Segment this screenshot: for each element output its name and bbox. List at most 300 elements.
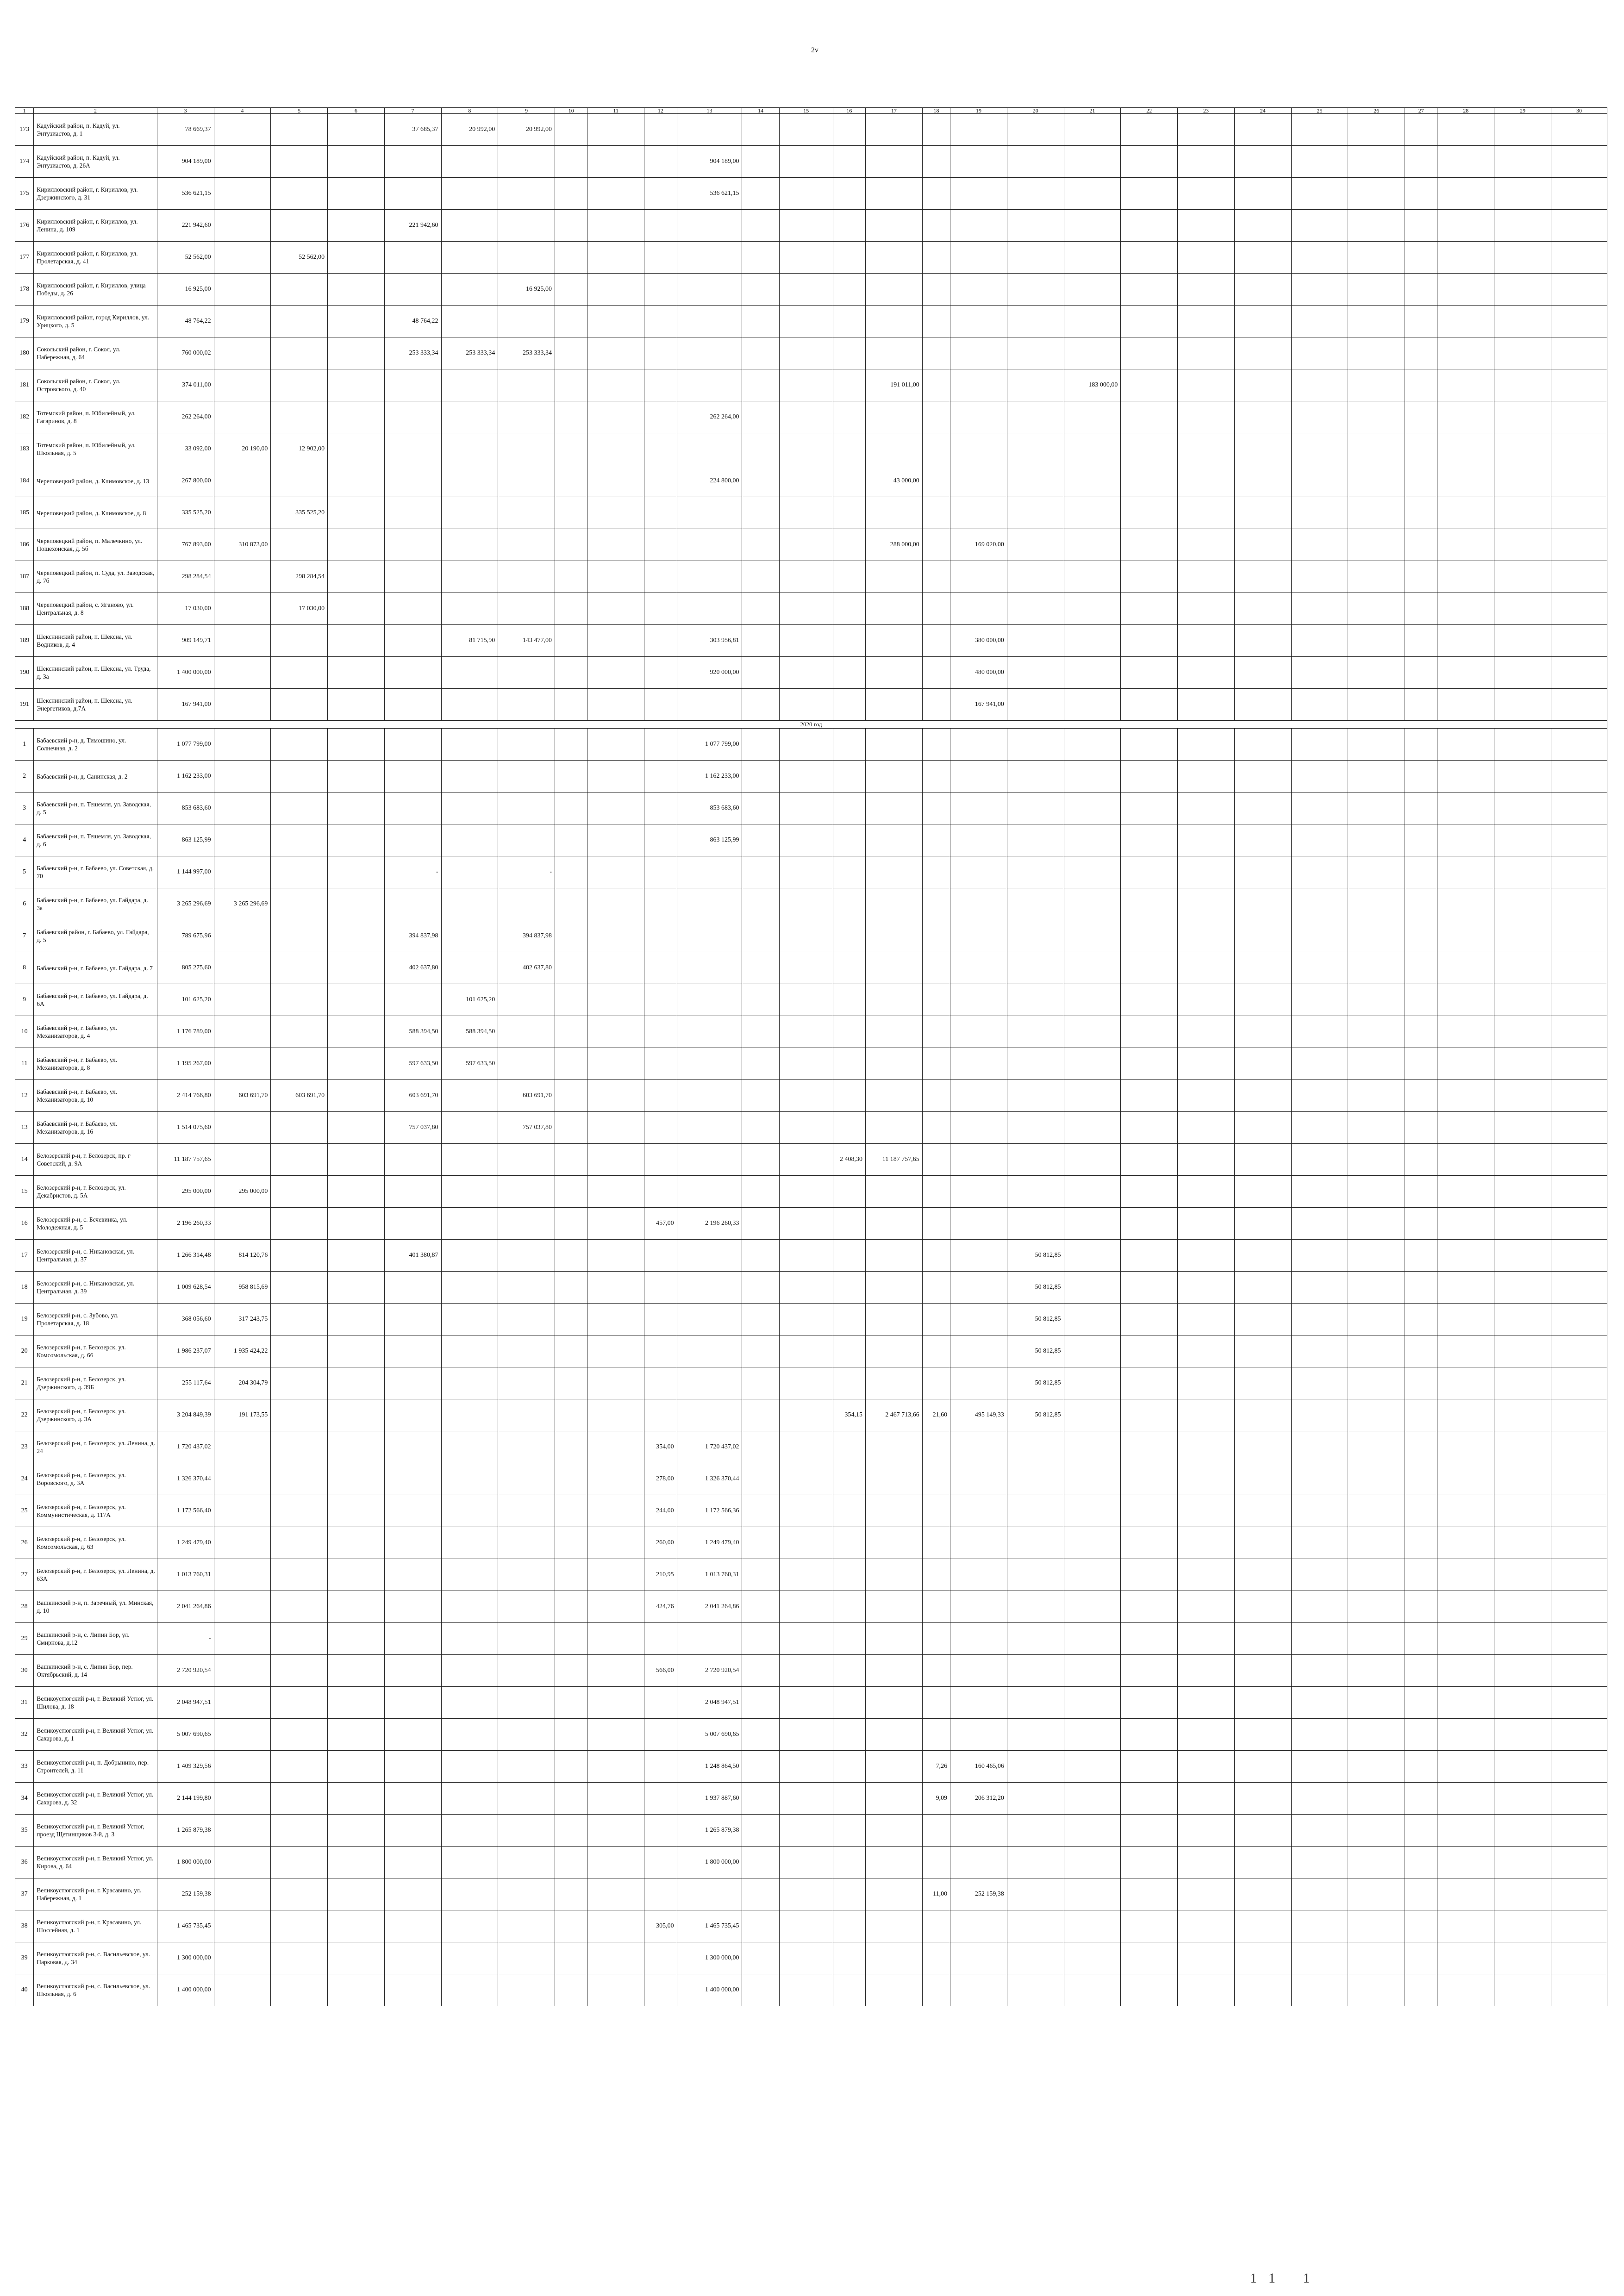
- row-number: 178: [15, 274, 34, 306]
- value-cell-col-19: [950, 1144, 1007, 1176]
- value-cell-col-24: [1234, 1623, 1291, 1655]
- value-cell-col-20: [1007, 1942, 1064, 1974]
- value-cell-col-20: [1007, 1559, 1064, 1591]
- address-cell: Бабаевский р-н, д. Санинская, д. 2: [34, 761, 157, 792]
- value-cell-col-6: [328, 529, 385, 561]
- value-cell-col-23: [1178, 1878, 1235, 1910]
- value-cell-col-6: [328, 1527, 385, 1559]
- value-cell-col-4: [214, 1495, 271, 1527]
- value-cell-col-15: [779, 497, 833, 529]
- value-cell-col-30: [1551, 952, 1607, 984]
- value-cell-col-9: [498, 433, 555, 465]
- value-cell-col-16: [833, 306, 865, 337]
- value-cell-col-3: 255 117,64: [157, 1367, 214, 1399]
- value-cell-col-17: [866, 274, 923, 306]
- value-cell-col-7: [384, 1783, 441, 1815]
- table-row: [15, 1080, 1607, 1112]
- value-cell-col-28: [1437, 1240, 1494, 1272]
- value-cell-col-4: 1 935 424,22: [214, 1335, 271, 1367]
- value-cell-col-6: [328, 1016, 385, 1048]
- value-cell-col-15: [779, 1815, 833, 1847]
- value-cell-col-3: -: [157, 1623, 214, 1655]
- value-cell-col-6: [328, 729, 385, 761]
- value-cell-col-15: [779, 1687, 833, 1719]
- value-cell-col-16: [833, 1974, 865, 2006]
- value-cell-col-23: [1178, 824, 1235, 856]
- value-cell-col-6: [328, 1559, 385, 1591]
- value-cell-col-25: [1291, 1559, 1348, 1591]
- value-cell-col-5: [271, 1719, 328, 1751]
- table-row: [15, 1240, 1607, 1272]
- value-cell-col-4: [214, 306, 271, 337]
- value-cell-col-13: 904 189,00: [677, 146, 742, 178]
- value-cell-col-3: 1 077 799,00: [157, 729, 214, 761]
- value-cell-col-10: [555, 1240, 587, 1272]
- value-cell-col-13: [677, 369, 742, 401]
- value-cell-col-24: [1234, 401, 1291, 433]
- value-cell-col-10: [555, 1974, 587, 2006]
- value-cell-col-8: [441, 729, 498, 761]
- value-cell-col-18: [922, 369, 950, 401]
- value-cell-col-15: [779, 369, 833, 401]
- value-cell-col-21: [1064, 1367, 1121, 1399]
- value-cell-col-4: [214, 1655, 271, 1687]
- value-cell-col-9: [498, 729, 555, 761]
- row-number: 19: [15, 1304, 34, 1335]
- value-cell-col-7: [384, 401, 441, 433]
- value-cell-col-21: [1064, 210, 1121, 242]
- value-cell-col-18: [922, 1719, 950, 1751]
- value-cell-col-16: [833, 1208, 865, 1240]
- value-cell-col-3: 1 300 000,00: [157, 1942, 214, 1974]
- value-cell-col-5: [271, 1016, 328, 1048]
- value-cell-col-5: [271, 1559, 328, 1591]
- value-cell-col-18: [922, 529, 950, 561]
- value-cell-col-10: [555, 1623, 587, 1655]
- value-cell-col-16: [833, 146, 865, 178]
- value-cell-col-25: [1291, 1719, 1348, 1751]
- address-cell: Череповецкий район, д. Климовское, д. 13: [34, 465, 157, 497]
- value-cell-col-3: 1 172 566,40: [157, 1495, 214, 1527]
- value-cell-col-17: [866, 761, 923, 792]
- value-cell-col-8: 588 394,50: [441, 1016, 498, 1048]
- value-cell-col-26: [1348, 401, 1405, 433]
- value-cell-col-12: [644, 1847, 677, 1878]
- value-cell-col-4: [214, 1112, 271, 1144]
- value-cell-col-28: [1437, 529, 1494, 561]
- value-cell-col-5: [271, 1591, 328, 1623]
- value-cell-col-8: [441, 792, 498, 824]
- value-cell-col-8: [441, 274, 498, 306]
- value-cell-col-26: [1348, 1719, 1405, 1751]
- value-cell-col-29: [1494, 952, 1551, 984]
- value-cell-col-13: 1 077 799,00: [677, 729, 742, 761]
- value-cell-col-9: 20 992,00: [498, 114, 555, 146]
- value-cell-col-18: [922, 1176, 950, 1208]
- value-cell-col-11: [587, 1463, 644, 1495]
- value-cell-col-19: 495 149,33: [950, 1399, 1007, 1431]
- value-cell-col-20: [1007, 792, 1064, 824]
- value-cell-col-25: [1291, 1208, 1348, 1240]
- value-cell-col-6: [328, 952, 385, 984]
- table-row: [15, 856, 1607, 888]
- value-cell-col-19: [950, 1080, 1007, 1112]
- table-row: [15, 210, 1607, 242]
- value-cell-col-5: [271, 792, 328, 824]
- value-cell-col-12: [644, 1783, 677, 1815]
- value-cell-col-23: [1178, 1272, 1235, 1304]
- value-cell-col-4: [214, 856, 271, 888]
- value-cell-col-17: [866, 242, 923, 274]
- value-cell-col-15: [779, 210, 833, 242]
- value-cell-col-5: [271, 114, 328, 146]
- value-cell-col-4: [214, 593, 271, 625]
- value-cell-col-28: [1437, 984, 1494, 1016]
- value-cell-col-23: [1178, 1559, 1235, 1591]
- value-cell-col-16: [833, 792, 865, 824]
- value-cell-col-19: [950, 792, 1007, 824]
- value-cell-col-22: [1121, 1910, 1178, 1942]
- column-header-1: 1: [15, 108, 34, 114]
- value-cell-col-11: [587, 1751, 644, 1783]
- value-cell-col-14: [742, 497, 779, 529]
- value-cell-col-26: [1348, 1591, 1405, 1623]
- table-row: [15, 1016, 1607, 1048]
- address-cell: Череповецкий район, п. Суда, ул. Заводская, д. 7б: [34, 561, 157, 593]
- value-cell-col-26: [1348, 146, 1405, 178]
- value-cell-col-21: [1064, 1974, 1121, 2006]
- value-cell-col-9: [498, 593, 555, 625]
- value-cell-col-9: 402 637,80: [498, 952, 555, 984]
- value-cell-col-9: 757 037,80: [498, 1112, 555, 1144]
- row-number: 6: [15, 888, 34, 920]
- value-cell-col-15: [779, 1783, 833, 1815]
- value-cell-col-4: [214, 761, 271, 792]
- value-cell-col-19: [950, 1974, 1007, 2006]
- value-cell-col-22: [1121, 1080, 1178, 1112]
- value-cell-col-17: [866, 306, 923, 337]
- value-cell-col-27: [1405, 146, 1437, 178]
- value-cell-col-29: [1494, 1080, 1551, 1112]
- value-cell-col-9: [498, 824, 555, 856]
- value-cell-col-13: 920 000,00: [677, 657, 742, 689]
- value-cell-col-13: 1 300 000,00: [677, 1942, 742, 1974]
- value-cell-col-7: [384, 729, 441, 761]
- value-cell-col-29: [1494, 593, 1551, 625]
- value-cell-col-16: [833, 1272, 865, 1304]
- value-cell-col-7: 48 764,22: [384, 306, 441, 337]
- value-cell-col-12: [644, 761, 677, 792]
- value-cell-col-16: [833, 888, 865, 920]
- value-cell-col-20: [1007, 1463, 1064, 1495]
- value-cell-col-12: [644, 657, 677, 689]
- value-cell-col-30: [1551, 1144, 1607, 1176]
- value-cell-col-18: [922, 593, 950, 625]
- value-cell-col-13: [677, 593, 742, 625]
- row-number: 35: [15, 1815, 34, 1847]
- value-cell-col-28: [1437, 433, 1494, 465]
- column-header-3: 3: [157, 108, 214, 114]
- value-cell-col-23: [1178, 792, 1235, 824]
- value-cell-col-30: [1551, 1016, 1607, 1048]
- address-cell: Бабаевский р-н, г. Бабаево, ул. Механизаторов, д. 16: [34, 1112, 157, 1144]
- value-cell-col-24: [1234, 369, 1291, 401]
- value-cell-col-21: [1064, 920, 1121, 952]
- repair-schedule-table-wrapper: [15, 107, 1607, 2006]
- value-cell-col-10: [555, 761, 587, 792]
- value-cell-col-4: [214, 497, 271, 529]
- value-cell-col-16: [833, 657, 865, 689]
- value-cell-col-4: [214, 114, 271, 146]
- value-cell-col-28: [1437, 1687, 1494, 1719]
- value-cell-col-22: [1121, 1304, 1178, 1335]
- value-cell-col-22: [1121, 1942, 1178, 1974]
- value-cell-col-19: [950, 1367, 1007, 1399]
- value-cell-col-12: [644, 369, 677, 401]
- value-cell-col-25: [1291, 337, 1348, 369]
- value-cell-col-23: [1178, 1208, 1235, 1240]
- value-cell-col-16: [833, 984, 865, 1016]
- value-cell-col-29: [1494, 1878, 1551, 1910]
- column-header-14: 14: [742, 108, 779, 114]
- row-number: 11: [15, 1048, 34, 1080]
- value-cell-col-25: [1291, 1751, 1348, 1783]
- value-cell-col-8: [441, 657, 498, 689]
- value-cell-col-10: [555, 497, 587, 529]
- value-cell-col-25: [1291, 952, 1348, 984]
- value-cell-col-18: [922, 114, 950, 146]
- value-cell-col-29: [1494, 1495, 1551, 1527]
- value-cell-col-25: [1291, 1080, 1348, 1112]
- address-cell: Череповецкий район, с. Яганово, ул. Центральная, д. 8: [34, 593, 157, 625]
- value-cell-col-15: [779, 1910, 833, 1942]
- value-cell-col-28: [1437, 761, 1494, 792]
- value-cell-col-22: [1121, 888, 1178, 920]
- value-cell-col-21: [1064, 1527, 1121, 1559]
- value-cell-col-22: [1121, 1815, 1178, 1847]
- value-cell-col-12: [644, 792, 677, 824]
- value-cell-col-15: [779, 1080, 833, 1112]
- value-cell-col-13: 1 800 000,00: [677, 1847, 742, 1878]
- value-cell-col-14: [742, 1687, 779, 1719]
- value-cell-col-23: [1178, 1687, 1235, 1719]
- value-cell-col-6: [328, 1144, 385, 1176]
- value-cell-col-7: [384, 529, 441, 561]
- value-cell-col-27: [1405, 1847, 1437, 1878]
- value-cell-col-13: 1 465 735,45: [677, 1910, 742, 1942]
- row-number: 13: [15, 1112, 34, 1144]
- value-cell-col-12: [644, 729, 677, 761]
- value-cell-col-19: [950, 1272, 1007, 1304]
- value-cell-col-8: [441, 1687, 498, 1719]
- value-cell-col-11: [587, 1719, 644, 1751]
- value-cell-col-17: [866, 1719, 923, 1751]
- value-cell-col-14: [742, 306, 779, 337]
- value-cell-col-18: 9,09: [922, 1783, 950, 1815]
- value-cell-col-19: [950, 984, 1007, 1016]
- value-cell-col-11: [587, 1527, 644, 1559]
- value-cell-col-27: [1405, 337, 1437, 369]
- value-cell-col-18: [922, 625, 950, 657]
- value-cell-col-24: [1234, 1048, 1291, 1080]
- value-cell-col-4: [214, 824, 271, 856]
- value-cell-col-4: [214, 625, 271, 657]
- address-cell: Вашкинский р-н, п. Заречный, ул. Минская, д. 10: [34, 1591, 157, 1623]
- value-cell-col-11: [587, 497, 644, 529]
- value-cell-col-12: 354,00: [644, 1431, 677, 1463]
- value-cell-col-11: [587, 1431, 644, 1463]
- value-cell-col-19: [950, 1623, 1007, 1655]
- value-cell-col-24: [1234, 1719, 1291, 1751]
- value-cell-col-28: [1437, 888, 1494, 920]
- table-row: [15, 1751, 1607, 1783]
- value-cell-col-19: [950, 1240, 1007, 1272]
- table-row: [15, 178, 1607, 210]
- value-cell-col-19: [950, 1112, 1007, 1144]
- value-cell-col-6: [328, 369, 385, 401]
- value-cell-col-17: [866, 1335, 923, 1367]
- column-header-20: 20: [1007, 108, 1064, 114]
- row-number: 30: [15, 1655, 34, 1687]
- value-cell-col-24: [1234, 1815, 1291, 1847]
- value-cell-col-8: [441, 1112, 498, 1144]
- value-cell-col-12: 210,95: [644, 1559, 677, 1591]
- value-cell-col-3: 2 048 947,51: [157, 1687, 214, 1719]
- value-cell-col-10: [555, 529, 587, 561]
- value-cell-col-14: [742, 433, 779, 465]
- value-cell-col-24: [1234, 920, 1291, 952]
- value-cell-col-11: [587, 729, 644, 761]
- value-cell-col-29: [1494, 1783, 1551, 1815]
- value-cell-col-12: [644, 1080, 677, 1112]
- value-cell-col-26: [1348, 1495, 1405, 1527]
- table-row: [15, 625, 1607, 657]
- value-cell-col-24: [1234, 856, 1291, 888]
- value-cell-col-21: [1064, 1878, 1121, 1910]
- value-cell-col-5: [271, 1208, 328, 1240]
- value-cell-col-11: [587, 178, 644, 210]
- value-cell-col-6: [328, 1399, 385, 1431]
- value-cell-col-26: [1348, 561, 1405, 593]
- value-cell-col-11: [587, 920, 644, 952]
- value-cell-col-16: [833, 1495, 865, 1527]
- value-cell-col-8: [441, 306, 498, 337]
- value-cell-col-30: [1551, 1272, 1607, 1304]
- value-cell-col-20: 50 812,85: [1007, 1367, 1064, 1399]
- value-cell-col-3: 48 764,22: [157, 306, 214, 337]
- value-cell-col-17: [866, 401, 923, 433]
- value-cell-col-4: [214, 1942, 271, 1974]
- value-cell-col-28: [1437, 1176, 1494, 1208]
- value-cell-col-18: [922, 1304, 950, 1335]
- value-cell-col-28: [1437, 625, 1494, 657]
- row-number: 22: [15, 1399, 34, 1431]
- address-cell: Бабаевский р-н, г. Бабаево, ул. Механизаторов, д. 8: [34, 1048, 157, 1080]
- column-header-4: 4: [214, 108, 271, 114]
- value-cell-col-9: [498, 401, 555, 433]
- value-cell-col-19: [950, 274, 1007, 306]
- value-cell-col-22: [1121, 242, 1178, 274]
- value-cell-col-26: [1348, 920, 1405, 952]
- value-cell-col-3: 368 056,60: [157, 1304, 214, 1335]
- value-cell-col-16: [833, 1431, 865, 1463]
- value-cell-col-6: [328, 1240, 385, 1272]
- value-cell-col-13: [677, 210, 742, 242]
- value-cell-col-4: [214, 1016, 271, 1048]
- value-cell-col-18: [922, 465, 950, 497]
- value-cell-col-21: [1064, 888, 1121, 920]
- value-cell-col-9: [498, 1527, 555, 1559]
- value-cell-col-11: [587, 1016, 644, 1048]
- value-cell-col-11: [587, 984, 644, 1016]
- value-cell-col-24: [1234, 1847, 1291, 1878]
- value-cell-col-12: 457,00: [644, 1208, 677, 1240]
- value-cell-col-11: [587, 529, 644, 561]
- value-cell-col-24: [1234, 1399, 1291, 1431]
- value-cell-col-3: 1 176 789,00: [157, 1016, 214, 1048]
- value-cell-col-27: [1405, 369, 1437, 401]
- value-cell-col-29: [1494, 1272, 1551, 1304]
- row-number: 29: [15, 1623, 34, 1655]
- value-cell-col-9: [498, 888, 555, 920]
- value-cell-col-9: [498, 761, 555, 792]
- value-cell-col-6: [328, 178, 385, 210]
- value-cell-col-19: [950, 1335, 1007, 1367]
- row-number: 183: [15, 433, 34, 465]
- value-cell-col-5: [271, 1272, 328, 1304]
- value-cell-col-25: [1291, 1783, 1348, 1815]
- value-cell-col-12: [644, 1974, 677, 2006]
- value-cell-col-14: [742, 792, 779, 824]
- value-cell-col-17: [866, 792, 923, 824]
- value-cell-col-5: [271, 1974, 328, 2006]
- value-cell-col-12: [644, 1399, 677, 1431]
- row-number: 9: [15, 984, 34, 1016]
- value-cell-col-8: 253 333,34: [441, 337, 498, 369]
- address-cell: Бабаевский р-н, г. Бабаево, ул. Гайдара, д. 6А: [34, 984, 157, 1016]
- value-cell-col-13: [677, 856, 742, 888]
- value-cell-col-19: [950, 1208, 1007, 1240]
- value-cell-col-29: [1494, 1910, 1551, 1942]
- value-cell-col-17: [866, 1910, 923, 1942]
- value-cell-col-12: [644, 337, 677, 369]
- address-cell: Кирилловский район, город Кириллов, ул. Урицкого, д. 5: [34, 306, 157, 337]
- value-cell-col-8: [441, 1335, 498, 1367]
- value-cell-col-27: [1405, 920, 1437, 952]
- value-cell-col-4: [214, 401, 271, 433]
- row-number: 177: [15, 242, 34, 274]
- row-number: 32: [15, 1719, 34, 1751]
- value-cell-col-7: [384, 1942, 441, 1974]
- value-cell-col-13: [677, 529, 742, 561]
- value-cell-col-21: [1064, 1719, 1121, 1751]
- value-cell-col-9: [498, 1878, 555, 1910]
- value-cell-col-20: [1007, 1687, 1064, 1719]
- value-cell-col-24: [1234, 210, 1291, 242]
- value-cell-col-9: [498, 497, 555, 529]
- value-cell-col-6: [328, 1304, 385, 1335]
- value-cell-col-9: [498, 1240, 555, 1272]
- value-cell-col-10: [555, 792, 587, 824]
- value-cell-col-16: [833, 625, 865, 657]
- value-cell-col-19: [950, 856, 1007, 888]
- value-cell-col-4: 814 120,76: [214, 1240, 271, 1272]
- row-number: 181: [15, 369, 34, 401]
- value-cell-col-24: [1234, 1495, 1291, 1527]
- value-cell-col-29: [1494, 306, 1551, 337]
- value-cell-col-19: [950, 1304, 1007, 1335]
- value-cell-col-19: 380 000,00: [950, 625, 1007, 657]
